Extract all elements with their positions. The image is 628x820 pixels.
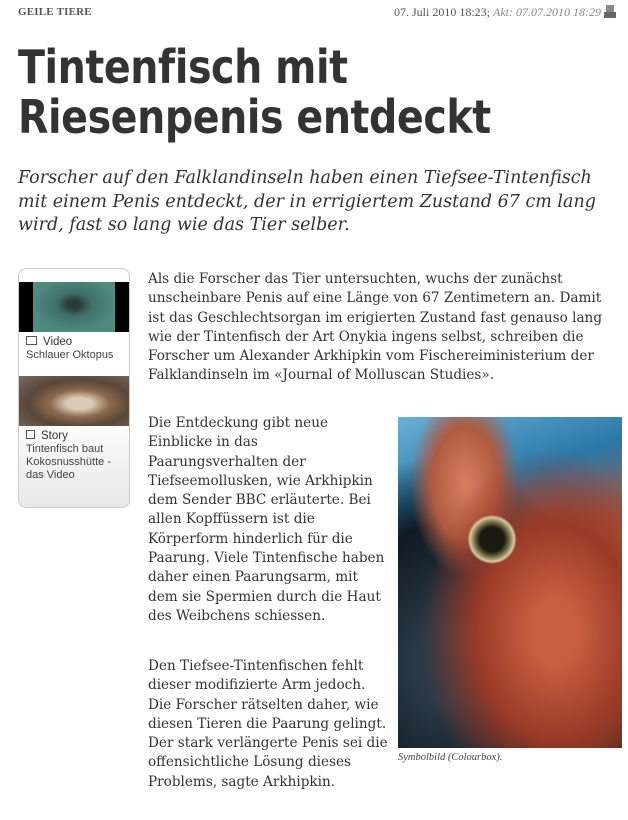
related-item-story[interactable]: [26, 430, 126, 482]
body-paragraph: Als die Forscher das Tier untersuchten, wuchs der zunächst unscheinbare Penis auf eine Länge von 67 Zentimetern an. Damit ist das Geschlechtsorgan im erigierten Zustand fast genauso lang wie der Tintenfisch der Art Onykia ingens selbst, schreiben die Forscher um Alexander Arkhipkin vom Fischereiministerium der Falklandinseln im «Journal of Molluscan Studies».: [148, 271, 603, 384]
article-lead: Forscher auf den Falklandinseln haben einen Tiefsee-Tintenfisch mit einem Penis entdeckt, der in errigiertem Zustand 67 cm lang wird, fast so lang wie das Tier selber.: [18, 168, 596, 235]
image-caption: Symbolbild (Colourbox).: [398, 752, 503, 763]
video-thumbnail[interactable]: [19, 282, 129, 332]
item-type: Video: [43, 336, 73, 348]
page-title: [18, 42, 491, 142]
dateline: [394, 5, 616, 20]
item-title[interactable]: Schlauer Oktopus: [26, 349, 114, 361]
related-item-video[interactable]: [26, 336, 113, 362]
item-title[interactable]: Tintenfisch baut Kokosnusshütte - das Video: [26, 443, 111, 481]
section-kicker[interactable]: GEILE TIERE: [18, 6, 92, 18]
item-type: Story: [41, 430, 68, 442]
title-line: Tintenfisch mit: [18, 40, 348, 94]
octopus-photo: [398, 417, 622, 748]
printer-icon[interactable]: [604, 5, 616, 18]
related-media-box: [18, 268, 130, 508]
title-line: Riesenpenis entdeckt: [18, 90, 491, 144]
body-paragraph: Den Tiefsee-Tintenfischen fehlt dieser modifizierte Arm jedoch. Die Forscher rätselten daher, wie diesen Tieren die Paarung gelingt. Der stark verlängerte Penis sei die offensichtliche Lösung dieses Problems, sagte Arkhipkin.: [148, 658, 388, 790]
body-paragraph: Die Entdeckung gibt neue Einblicke in das Paarungsverhalten der Tiefseemollusken, wie Arkhipkin dem Sender BBC erläuterte. Bei allen Kopffüssern ist die Körperform hinderlich für die Paarung. Viele Tintenfische haben daher einen Paarungsarm, mit dem sie Spermien durch die Haut des Weibchens schiessen.: [148, 415, 385, 624]
external-link-icon: [26, 430, 35, 439]
publish-date: 07. Juli 2010 18:23;: [394, 5, 491, 19]
updated-date: Akt: 07.07.2010 18:29: [493, 5, 601, 19]
story-thumbnail[interactable]: [19, 376, 129, 426]
video-icon: [26, 336, 37, 345]
